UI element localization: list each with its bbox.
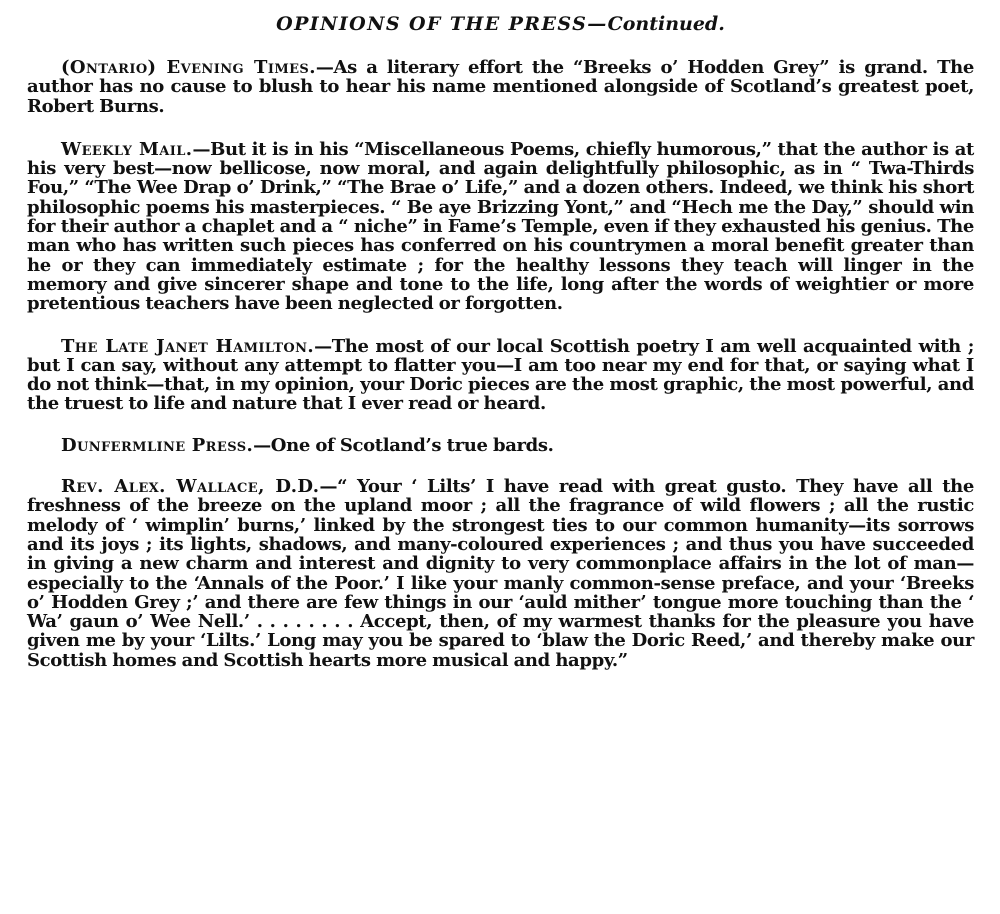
- review-source: Weekly Mail.: [61, 138, 193, 160]
- page-title: [27, 12, 974, 36]
- review-text: —But it is in his “Miscellaneous Poems, chiefly humorous,” that the author is at his very best—now bellicose, now moral, and again delightfully philosophic, as in “ Twa-Thirds Fou,” “The Wee Drap o’ Drink,” “The Brae o’ Life,” and a dozen others. Indeed, we think his short philosophic poems his masterpieces. “ Be aye Brizzing Yont,” and “Hech me the Day,” should win for their author a chaplet and a “ niche” in Fame’s Temple, even if they exhausted his genius. The man who has written such pieces has conferred on his countrymen a moral benefit greater than he or they can immediately estimate ; for the healthy lessons they teach will linger in the memory and give sincerer shape and tone to the life, long after the words of weightier or more pretentious teachers have been neglected or forgotten.: [27, 138, 974, 315]
- review-text: —“ Your ‘ Lilts’ I have read with great gusto. They have all the freshness of the breeze on the upland moor ; all the fragrance of wild flowers ; all the rustic melody of ‘ wimplin’ burns,’ linked by the strongest ties to our common humanity—its sorrows and its joys ; its lights, shadows, and many-coloured experiences ; and thus you have succeeded in giving a new charm and interest and dignity to very commonplace affairs in the lot of man—especially to the ‘Annals of the Poor.’ I like your manly common-sense preface, and your ‘Breeks o’ Hodden Grey ;’ and there are few things in our ‘auld mither’ tongue more touching than the ‘ Wa’ gaun o’ Wee Nell.’ . . . . . . . . Accept, then, of my warmest thanks for the pleasure you have given me by your ‘Lilts.’ Long may you be spared to ‘blaw the Doric Reed,’ and thereby make our Scottish homes and Scottish hearts more musical and happy.”: [27, 476, 974, 671]
- review-paragraph: [27, 436, 974, 455]
- review-text: —The most of our local Scottish poetry I am well acquainted with ; but I can say, without any attempt to flatter you—I am too near my end for that, or saying what I do not think—that, in my opinion, your Doric pieces are the most graphic, the most powerful, and the truest to life and nature that I ever read or heard.: [27, 335, 974, 415]
- review-paragraph: [27, 337, 974, 414]
- review-source: (Ontario) Evening Times.: [61, 57, 316, 78]
- review-text: —One of Scotland’s true bards.: [253, 434, 554, 456]
- review-source: Dunfermline Press.: [61, 434, 254, 456]
- review-source: Rev. Alex. Wallace, D.D.: [61, 476, 320, 498]
- title-main: OPINIONS OF THE PRESS—: [276, 13, 608, 35]
- review-paragraph: [27, 140, 974, 314]
- review-paragraph: [27, 477, 974, 670]
- review-paragraph: [27, 58, 974, 116]
- title-continued: Continued.: [607, 13, 725, 35]
- review-text: —As a literary effort the “Breeks o’ Hodden Grey” is grand. The author has no cause to blush to hear his name mentioned alongside of Scotland’s greatest poet, Robert Burns.: [27, 57, 974, 117]
- review-source: The Late Janet Hamilton.: [61, 335, 315, 357]
